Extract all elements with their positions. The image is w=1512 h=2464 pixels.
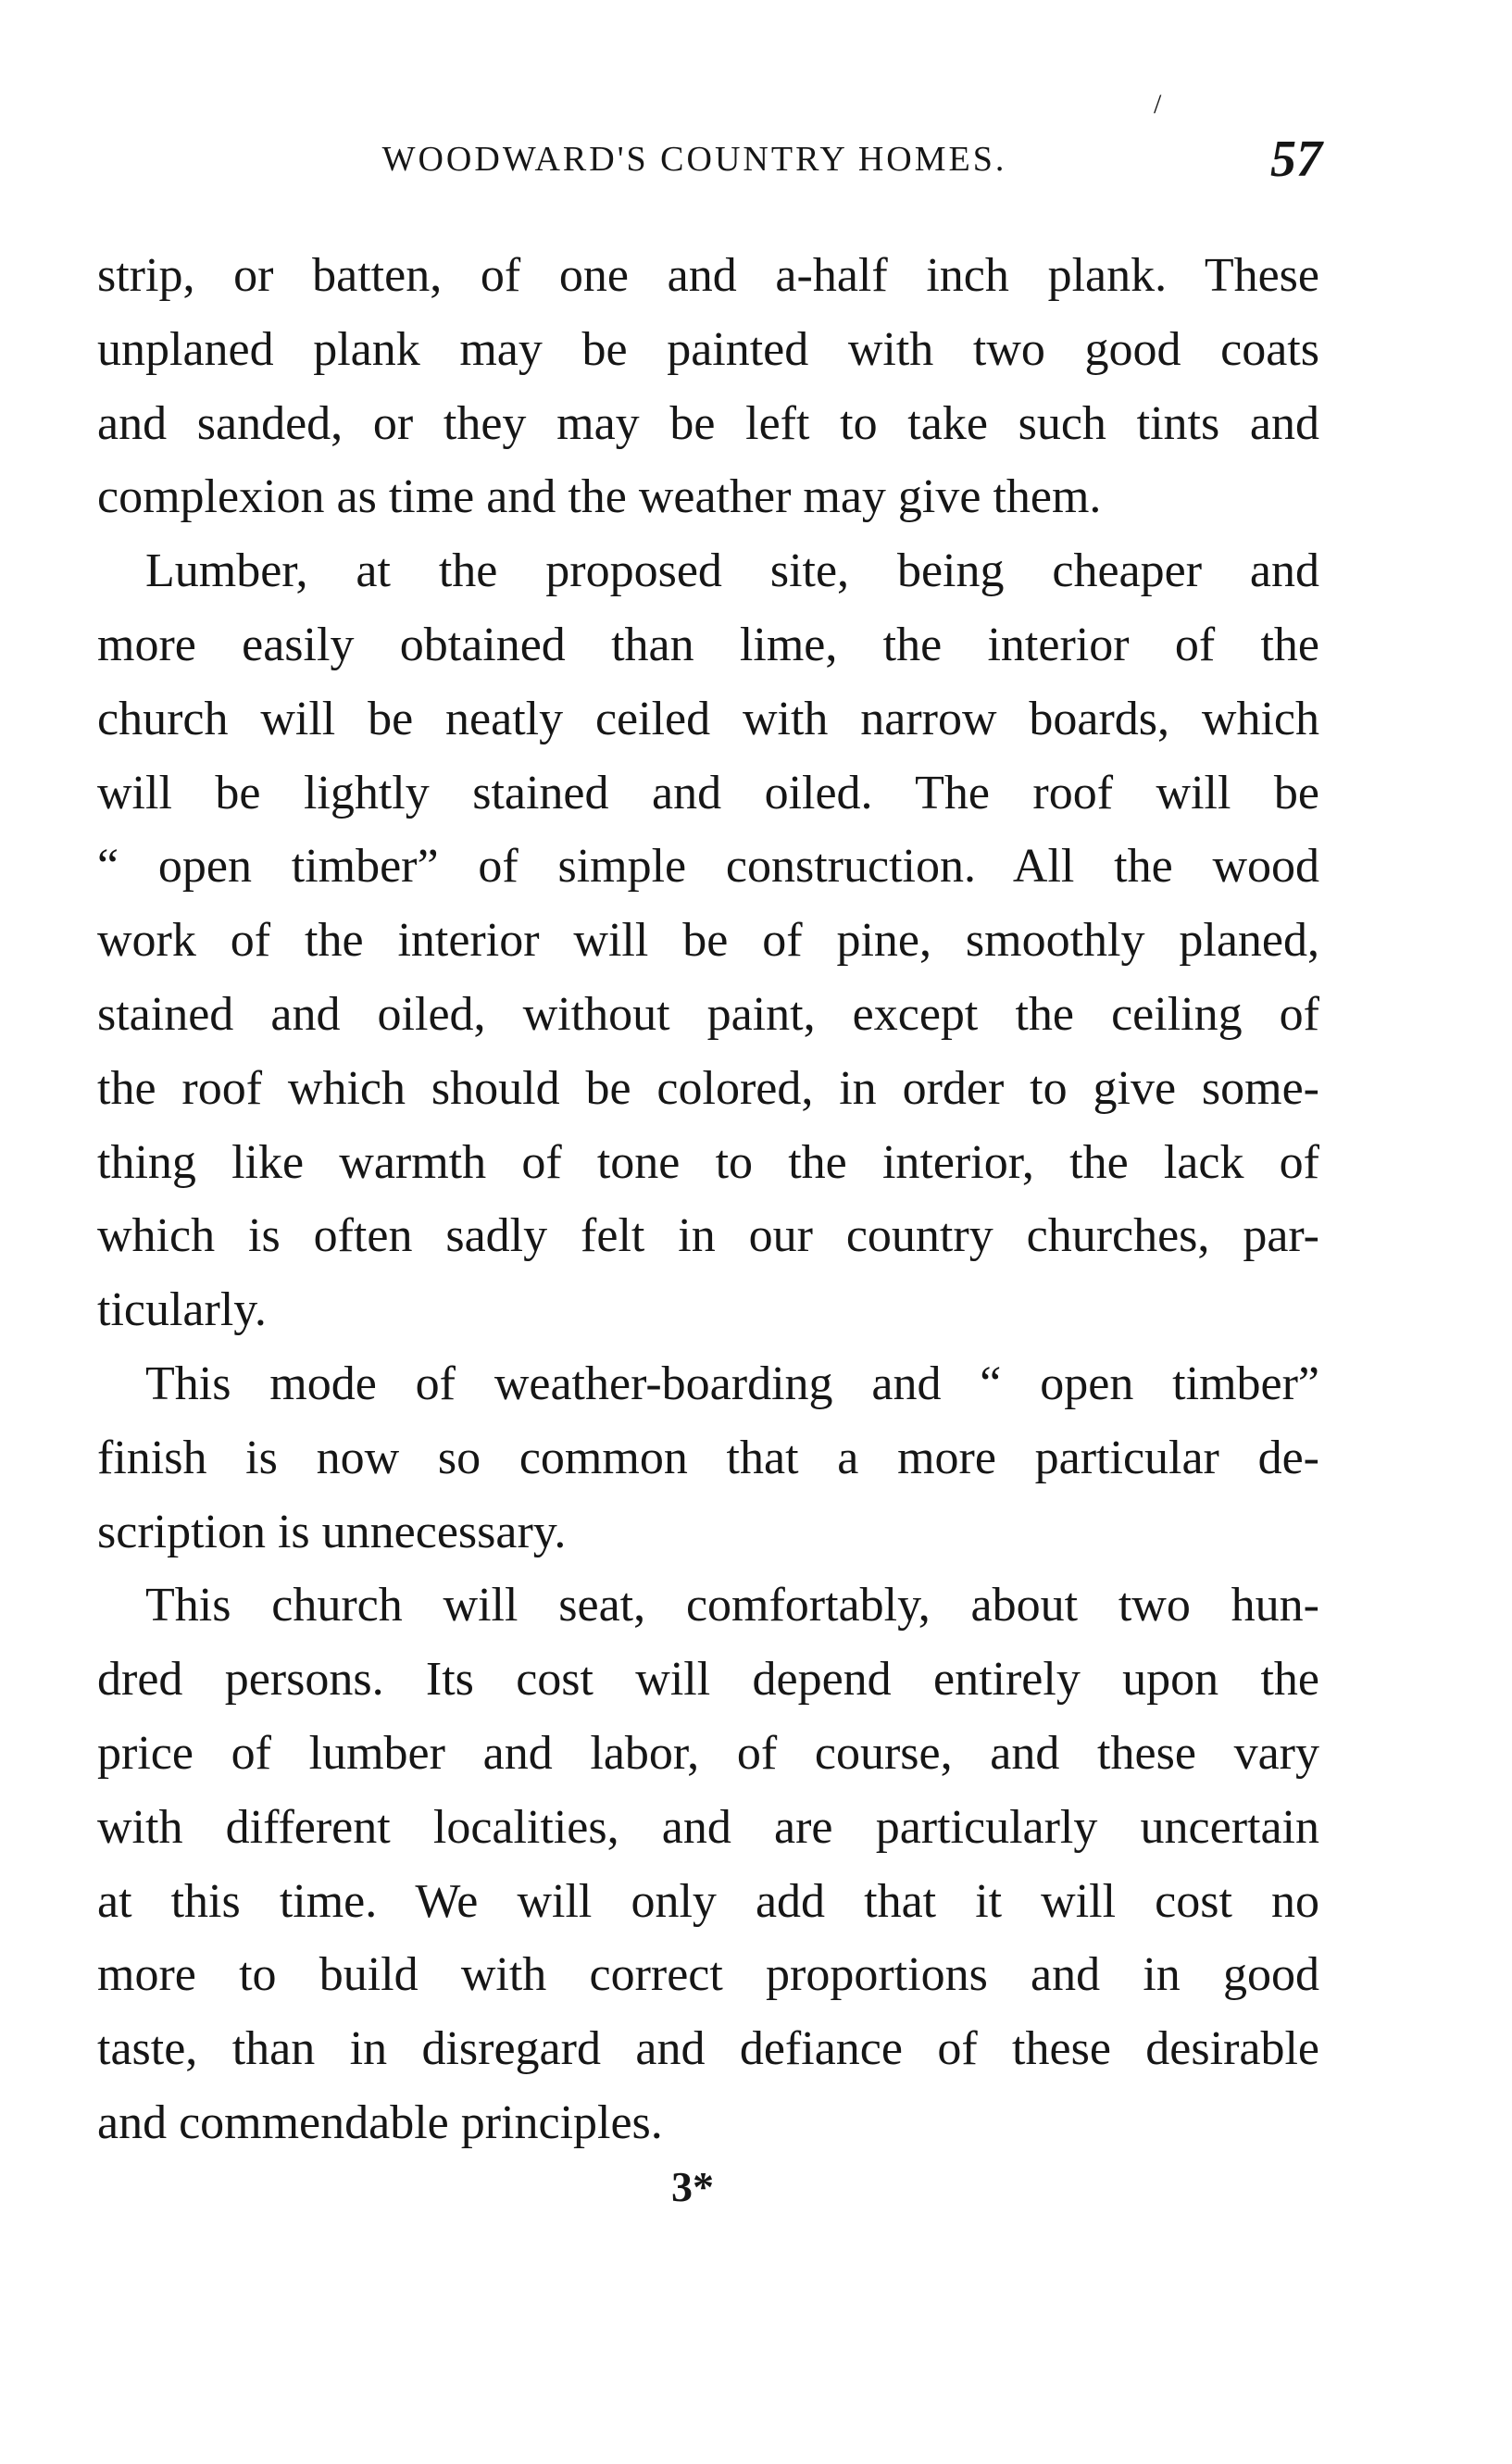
text-line-content: will be lightly stained and oiled. The roof will be bbox=[97, 766, 1319, 819]
text-line bbox=[97, 2012, 1319, 2086]
text-line-content: unplaned plank may be painted with two good coats bbox=[97, 322, 1319, 376]
signature-mark: 3* bbox=[671, 2163, 714, 2210]
text-line-content: scription is unnecessary. bbox=[97, 1505, 567, 1558]
text-line-content: the roof which should be colored, in order to give some- bbox=[97, 1061, 1319, 1115]
text-line-content: and sanded, or they may be left to take such tints and bbox=[97, 396, 1319, 450]
text-line bbox=[97, 1421, 1319, 1495]
text-line bbox=[97, 1347, 1319, 1421]
text-line-content: more easily obtained than lime, the interior of the bbox=[97, 619, 1319, 671]
text-line bbox=[97, 608, 1319, 682]
text-line-content: strip, or batten, of one and a-half inch plank. These bbox=[97, 249, 1319, 302]
text-line-content: finish is now so common that a more particular de- bbox=[97, 1431, 1319, 1484]
text-line-content: which is often sadly felt in our country churches, par- bbox=[97, 1209, 1319, 1263]
text-line bbox=[97, 904, 1319, 978]
text-line bbox=[97, 1199, 1319, 1273]
running-header: WOODWARD'S COUNTRY HOMES. bbox=[381, 140, 1007, 179]
text-line bbox=[97, 1569, 1319, 1643]
text-line-content: price of lumber and labor, of course, and these vary bbox=[97, 1727, 1319, 1780]
text-line bbox=[97, 1052, 1319, 1126]
text-line-content: Lumber, at the proposed site, being cheaper and bbox=[145, 544, 1319, 598]
text-line-content: ticularly. bbox=[97, 1283, 267, 1337]
text-line bbox=[97, 1865, 1319, 1939]
text-line bbox=[97, 1717, 1319, 1791]
text-line bbox=[97, 1791, 1319, 1865]
text-line bbox=[97, 682, 1319, 757]
text-line bbox=[97, 1495, 1319, 1570]
text-line bbox=[97, 1643, 1319, 1717]
text-line-content: complexion as time and the weather may give them. bbox=[97, 470, 1102, 524]
text-line-content: and commendable principles. bbox=[97, 2096, 663, 2149]
text-line-content: at this time. We will only add that it will cost no bbox=[97, 1874, 1319, 1928]
page-number: 57 bbox=[1270, 131, 1322, 188]
text-line bbox=[97, 313, 1319, 387]
text-line-content: “ open timber” of simple construction. All the wood bbox=[97, 840, 1319, 894]
text-line bbox=[97, 1938, 1319, 2012]
text-line-content: This church will seat, comfortably, about two hun- bbox=[145, 1579, 1319, 1632]
text-line-content: dred persons. Its cost will depend entirely upon the bbox=[97, 1653, 1319, 1707]
text-line-content: thing like warmth of tone to the interior, the lack of bbox=[97, 1135, 1319, 1189]
text-line-content: with different localities, and are particularly uncertain bbox=[97, 1800, 1319, 1854]
text-line-content: taste, than in disregard and defiance of these desirable bbox=[97, 2022, 1319, 2076]
text-line bbox=[97, 1273, 1319, 1347]
text-line bbox=[97, 2086, 1319, 2160]
text-line bbox=[97, 830, 1319, 904]
text-line-content: stained and oiled, without paint, except the ceiling of bbox=[97, 988, 1319, 1041]
text-line bbox=[97, 460, 1319, 534]
text-line bbox=[97, 239, 1319, 313]
text-line-content: church will be neatly ceiled with narrow boards, which bbox=[97, 692, 1319, 745]
text-line-content: This mode of weather-boarding and “ open timber” bbox=[145, 1357, 1319, 1410]
text-line bbox=[97, 387, 1319, 461]
text-line bbox=[97, 1126, 1319, 1200]
text-line bbox=[97, 978, 1319, 1052]
text-line-content: work of the interior will be of pine, smoothly planed, bbox=[97, 914, 1319, 968]
text-line-content: more to build with correct proportions and in good bbox=[97, 1948, 1319, 2002]
text-line bbox=[97, 534, 1319, 608]
stray-mark: / bbox=[1154, 89, 1162, 119]
text-line bbox=[97, 757, 1319, 831]
